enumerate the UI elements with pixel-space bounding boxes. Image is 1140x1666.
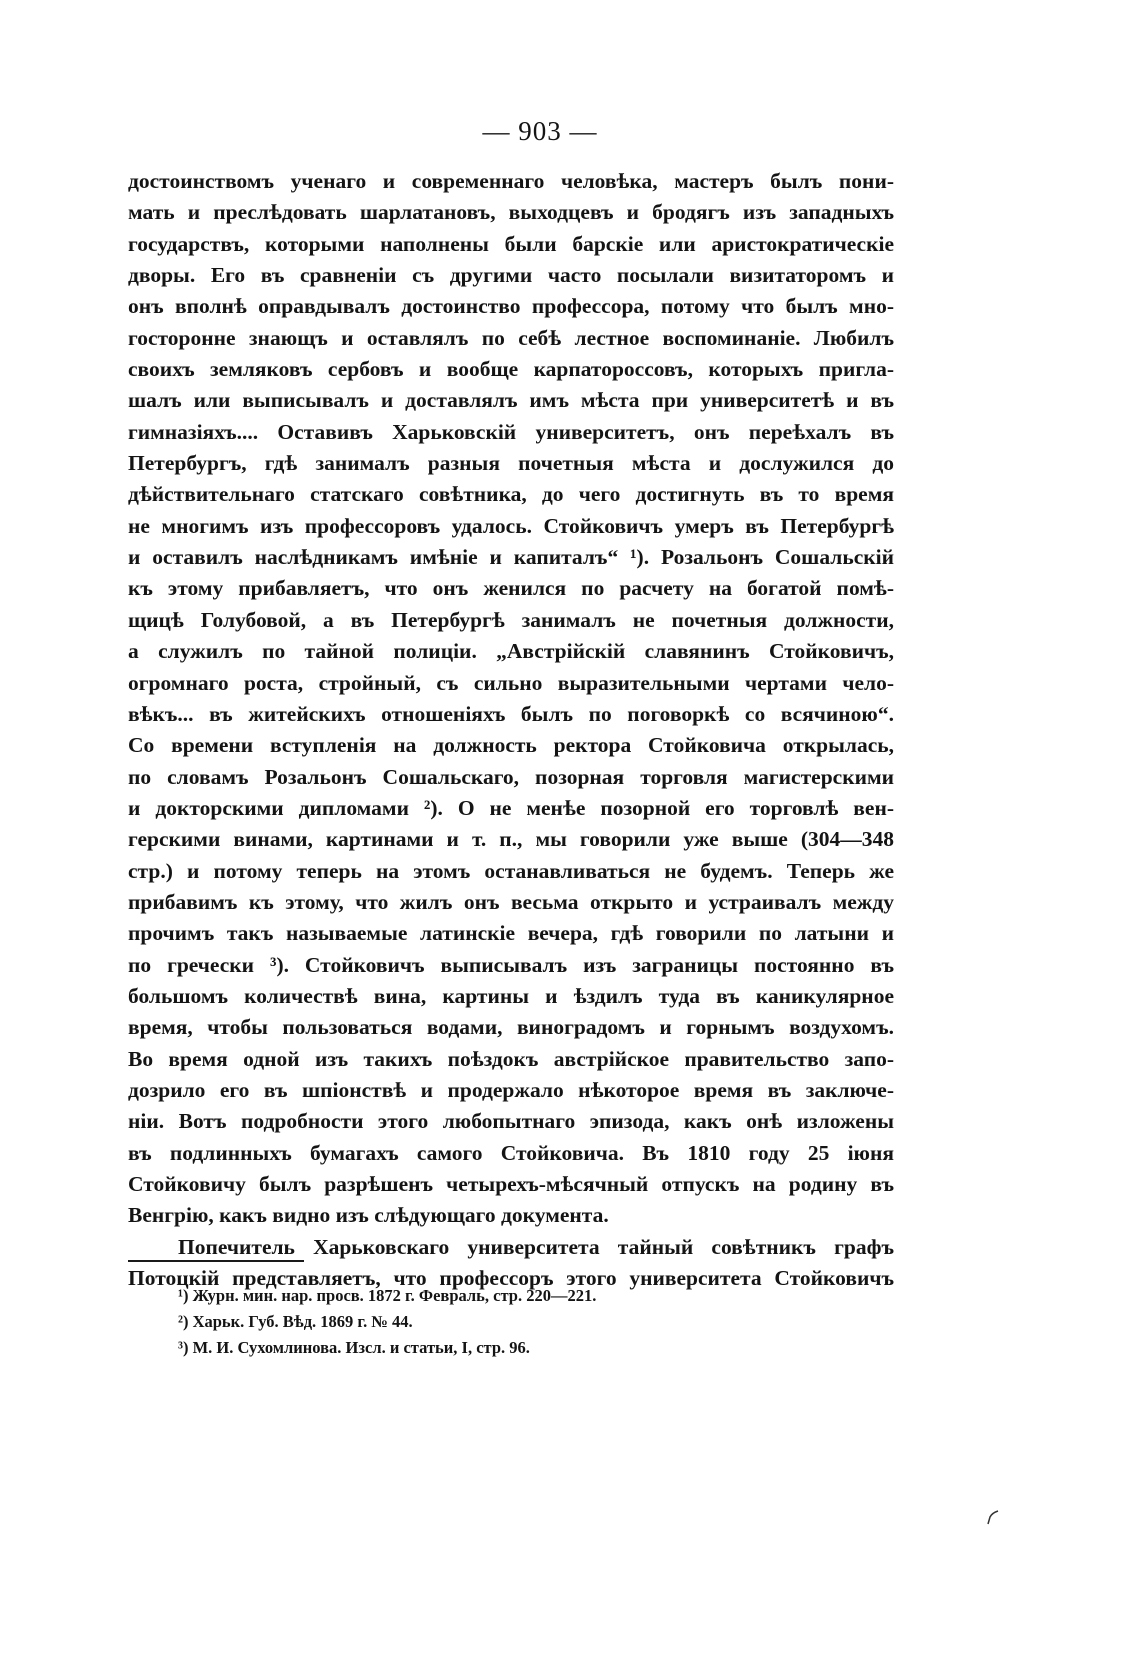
footnote bbox=[178, 1335, 778, 1361]
body-line: мать и преслѣдовать шарлатановъ, выходцевъ и бродягъ изъ западныхъ bbox=[128, 200, 894, 225]
footnote-mark: ¹) bbox=[178, 1286, 189, 1305]
body-line: дворы. Его въ сравненіи съ другими часто посылали визитаторомъ и bbox=[128, 263, 894, 288]
body-line: государствъ, которыми наполнены были барскіе или аристократическіе bbox=[128, 231, 894, 256]
body-line: къ этому прибавляетъ, что онъ женился по расчету на богатой помѣ- bbox=[128, 576, 894, 601]
body-text bbox=[128, 166, 894, 1294]
body-line: онъ вполнѣ оправдывалъ достоинство профессора, потому что былъ мно- bbox=[128, 294, 894, 319]
footnote-text: М. И. Сухомлинова. Изсл. и статьи, I, стр. 96. bbox=[192, 1338, 530, 1357]
body-line: герскими винами, картинами и т. п., мы говорили уже выше (304—348 bbox=[128, 827, 894, 852]
footnote-mark: ²) bbox=[178, 1312, 189, 1331]
body-line: Со времени вступленія на должность ректора Стойковича открылась, bbox=[128, 733, 894, 758]
body-line: шалъ или выписывалъ и доставлялъ имъ мѣста при университетѣ и въ bbox=[128, 388, 894, 413]
footnotes bbox=[178, 1283, 778, 1361]
body-line: щицѣ Голубовой, а въ Петербургѣ занималъ не почетныя должности, bbox=[128, 607, 894, 632]
body-line: Потоцкій представляетъ, что профессоръ этого университета Стойковичъ bbox=[128, 1266, 894, 1291]
body-line: Петербургъ, гдѣ занималъ разныя почетныя мѣста и дослужился до bbox=[128, 451, 894, 476]
footnote-divider bbox=[128, 1260, 304, 1262]
body-line: Венгрію, какъ видно изъ слѣдующаго документа. bbox=[128, 1203, 609, 1228]
body-line: прибавимъ къ этому, что жилъ онъ весьма открыто и устраивалъ между bbox=[128, 889, 894, 914]
body-line: большомъ количествѣ вина, картины и ѣздилъ туда въ каникулярное bbox=[128, 983, 894, 1008]
body-line: своихъ земляковъ сербовъ и вообще карпатороссовъ, которыхъ пригла- bbox=[128, 357, 894, 382]
body-line: время, чтобы пользоваться водами, виноградомъ и горнымъ воздухомъ. bbox=[128, 1015, 894, 1040]
body-line: по гречески ³). Стойковичъ выписывалъ изъ заграницы постоянно въ bbox=[128, 952, 894, 977]
footnote-text: Журн. мин. нар. просв. 1872 г. Февраль, стр. 220—221. bbox=[192, 1286, 597, 1305]
footnote bbox=[178, 1283, 778, 1309]
body-line: Стойковичу былъ разрѣшенъ четырехъ-мѣсячный отпускъ на родину въ bbox=[128, 1172, 894, 1196]
body-line: и докторскими дипломами ²). О не менѣе позорной его торговлѣ вен- bbox=[128, 795, 894, 820]
body-line: а служилъ по тайной полиціи. „Австрійскій славянинъ Стойковичъ, bbox=[128, 639, 894, 664]
body-line: дозрило его въ шпіонствѣ и продержало нѣкоторое время въ заключе- bbox=[128, 1077, 894, 1102]
body-line: и оставилъ наслѣдникамъ имѣніе и капиталъ“ ¹). Розальонъ Сошальскій bbox=[128, 545, 894, 570]
page-number: — 903 — bbox=[482, 116, 598, 146]
body-line: по словамъ Розальонъ Сошальскаго, позорная торговля магистерскими bbox=[128, 764, 894, 789]
body-line: огромнаго роста, стройный, съ сильно выразительными чертами чело- bbox=[128, 670, 894, 695]
body-line: госторонне знающъ и оставлялъ по себѣ лестное воспоминаніе. Любилъ bbox=[128, 325, 894, 350]
body-line: прочимъ такъ называемые латинскіе вечера, гдѣ говорили по латыни и bbox=[128, 921, 894, 946]
body-line: стр.) и потому теперь на этомъ останавливаться не будемъ. Теперь же bbox=[128, 858, 894, 883]
body-line: не многимъ изъ профессоровъ удалось. Стойковичъ умеръ въ Петербургѣ bbox=[128, 513, 894, 538]
footnote-mark: ³) bbox=[178, 1338, 189, 1357]
body-line: вѣкъ... въ житейскихъ отношеніяхъ былъ по поговоркѣ со всячиною“. bbox=[128, 701, 894, 726]
body-line: дѣйствительнаго статскаго совѣтника, до чего достигнуть въ то время bbox=[128, 482, 894, 507]
body-line: Во время одной изъ такихъ поѣздокъ австрійское правительство запо- bbox=[128, 1046, 894, 1071]
body-line: ніи. Вотъ подробности этого любопытнаго эпизода, какъ онѣ изложены bbox=[128, 1109, 894, 1134]
body-line: достоинствомъ ученаго и современнаго человѣка, мастеръ былъ пони- bbox=[128, 169, 894, 193]
stray-ink-mark bbox=[985, 1508, 1001, 1526]
body-line: гимназіяхъ.... Оставивъ Харьковскій университетъ, онъ переѣхалъ въ bbox=[128, 419, 894, 444]
body-line: Попечитель Харьковскаго университета тайный совѣтникъ графъ bbox=[178, 1234, 894, 1259]
body-line: въ подлинныхъ бумагахъ самого Стойковича. Въ 1810 году 25 іюня bbox=[128, 1140, 894, 1165]
footnote bbox=[178, 1309, 778, 1335]
footnote-text: Харьк. Губ. Вѣд. 1869 г. № 44. bbox=[192, 1312, 413, 1331]
